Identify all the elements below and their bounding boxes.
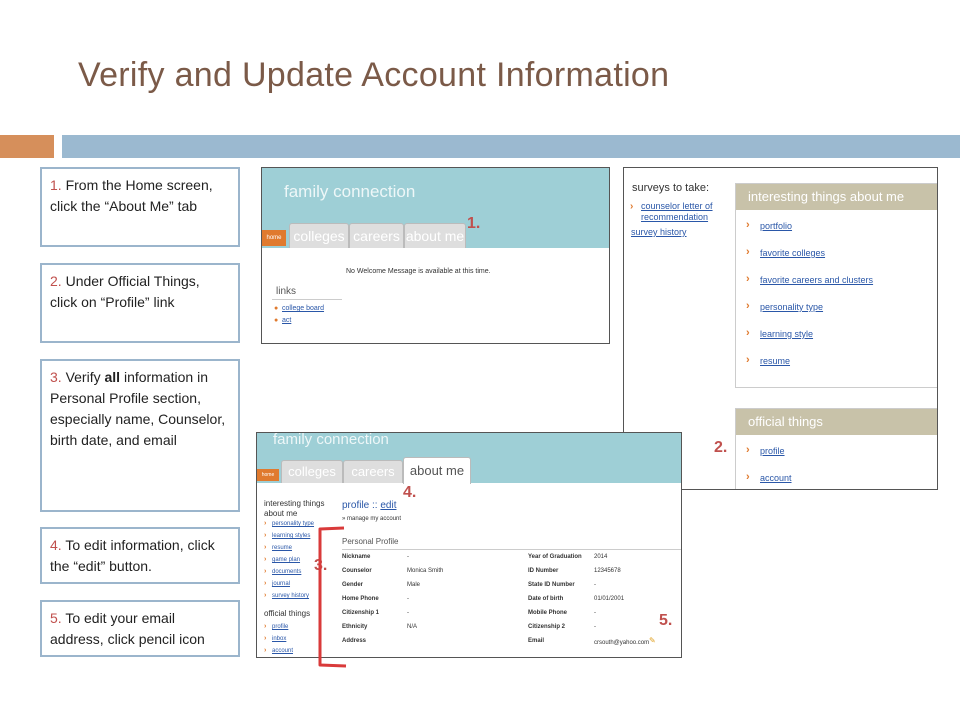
tab-about-me[interactable]: about me <box>404 223 466 248</box>
field-label: ID Number <box>528 568 559 574</box>
chevron-right-icon: › <box>746 273 750 285</box>
slide-title: Verify and Update Account Information <box>78 56 670 94</box>
welcome-message: No Welcome Message is available at this time. <box>346 268 491 275</box>
step-5-box <box>40 600 240 657</box>
step-number: 1. <box>50 177 62 193</box>
profile-title <box>342 500 396 511</box>
field-value: 12345678 <box>594 568 621 574</box>
chevron-right-icon: › <box>264 592 267 599</box>
chevron-right-icon: › <box>264 623 267 630</box>
field-label: Citizenship 2 <box>528 624 566 630</box>
chevron-right-icon: › <box>746 327 750 339</box>
menu-item-personality-type[interactable]: personality type <box>760 302 824 312</box>
step-number: 3. <box>50 369 62 385</box>
chevron-right-icon: › <box>264 520 267 527</box>
tab-about-me[interactable]: about me <box>403 457 471 484</box>
chevron-right-icon: › <box>746 300 750 312</box>
screenshot-home <box>261 167 610 344</box>
profile-label: profile :: <box>342 500 378 511</box>
step-4-box <box>40 527 240 584</box>
links-heading: links <box>276 286 297 297</box>
chevron-right-icon: › <box>746 444 750 456</box>
step-number: 4. <box>50 537 62 553</box>
menu-item-account[interactable]: account <box>760 473 792 483</box>
field-value: N/A <box>407 624 418 630</box>
step-text: Under Official Things, click on “Profile” link <box>50 273 200 310</box>
field-value: 2014 <box>594 554 608 560</box>
sidebar-link-account[interactable]: account <box>272 648 294 654</box>
field-value: Male <box>407 582 421 588</box>
chevron-right-icon: › <box>264 568 267 575</box>
sidebar-heading-interesting: interesting things about me <box>264 499 325 518</box>
field-label: Year of Graduation <box>528 554 582 560</box>
sidebar-link[interactable]: resume <box>272 545 293 551</box>
field-label: Date of birth <box>528 596 564 602</box>
sidebar-heading-official: official things <box>264 609 311 618</box>
survey-history-link[interactable]: survey history <box>631 227 687 237</box>
chevron-right-icon: › <box>264 544 267 551</box>
accent-bar-blue <box>62 135 960 158</box>
menu-item-favorite-colleges[interactable]: favorite colleges <box>760 248 826 258</box>
callout-3: 3. <box>314 557 328 574</box>
personal-profile-heading: Personal Profile <box>342 537 399 546</box>
field-label: Citizenship 1 <box>342 610 380 616</box>
chevron-right-icon: › <box>264 532 267 539</box>
bullet-icon: ● <box>274 305 279 312</box>
panel-official-things <box>735 408 938 490</box>
callout-5: 5. <box>659 612 673 629</box>
link-act[interactable]: act <box>282 317 292 324</box>
link-college-board[interactable]: college board <box>282 305 325 312</box>
callout-2: 2. <box>714 439 728 456</box>
survey-link[interactable]: counselor letter of recommendation <box>641 201 713 222</box>
callout-1: 1. <box>467 215 481 232</box>
field-value: - <box>407 610 409 616</box>
step-text: To edit information, click the “edit” button. <box>50 537 215 574</box>
step-3-box <box>40 359 240 512</box>
manage-account-link[interactable]: » manage my account <box>342 516 402 522</box>
field-value: Monica Smith <box>407 568 444 574</box>
brand-title: family connection <box>284 182 416 201</box>
divider <box>342 549 682 550</box>
divider <box>272 299 342 300</box>
field-label: Home Phone <box>342 596 379 602</box>
chevron-right-icon: › <box>746 246 750 258</box>
chevron-right-icon: › <box>746 471 750 483</box>
step-text: To edit your email address, click pencil icon <box>50 610 205 647</box>
field-label: State ID Number <box>528 582 575 588</box>
sidebar-link[interactable]: journal <box>272 581 291 587</box>
sidebar-link[interactable]: personality type <box>272 521 315 527</box>
pencil-icon[interactable]: ✎ <box>649 636 656 645</box>
field-label: Nickname <box>342 554 371 560</box>
tab-colleges[interactable]: colleges <box>281 460 343 483</box>
brand-title: family connection <box>273 432 389 448</box>
sidebar-link-profile[interactable]: profile <box>272 624 289 630</box>
tab-careers[interactable]: careers <box>343 460 403 483</box>
callout-4: 4. <box>403 484 417 501</box>
home-tab[interactable]: home <box>257 469 279 481</box>
field-label: Email <box>528 638 545 644</box>
bullet-icon: ● <box>274 317 279 324</box>
chevron-right-icon: › <box>264 556 267 563</box>
field-value: 01/01/2001 <box>594 596 625 602</box>
field-value: crsouth@yahoo.com <box>594 640 650 646</box>
field-value: - <box>594 624 596 630</box>
step-number: 2. <box>50 273 62 289</box>
field-label: Counselor <box>342 568 372 574</box>
step-text: information in Personal Profile section, especially name, Counselor, birth date, and email <box>50 369 226 448</box>
surveys-heading: surveys to take: <box>632 182 710 194</box>
panel-interesting-things <box>735 183 938 388</box>
step-number: 5. <box>50 610 62 626</box>
step-text: From the Home screen, click the “About Me” tab <box>50 177 213 214</box>
menu-item-portfolio[interactable]: portfolio <box>760 221 793 231</box>
sidebar-link[interactable]: survey history <box>272 593 310 599</box>
field-value: - <box>407 554 409 560</box>
menu-item-profile[interactable]: profile <box>760 446 785 456</box>
field-label: Ethnicity <box>342 624 368 630</box>
tab-colleges[interactable]: colleges <box>289 223 349 248</box>
sidebar-link[interactable]: game plan <box>272 557 301 563</box>
tab-careers[interactable]: careers <box>349 223 404 248</box>
chevron-right-icon: › <box>264 580 267 587</box>
chevron-right-icon: › <box>264 647 267 654</box>
step-2-box <box>40 263 240 343</box>
menu-item-favorite-careers[interactable]: favorite careers and clusters <box>760 275 874 285</box>
accent-bar-orange <box>0 135 54 158</box>
step-text-emphasis: all <box>104 369 121 385</box>
step-1-box <box>40 167 240 247</box>
menu-item-learning-style[interactable]: learning style <box>760 329 814 339</box>
field-value: - <box>594 582 596 588</box>
sidebar-link-inbox[interactable]: inbox <box>272 636 287 642</box>
field-label: Mobile Phone <box>528 610 567 616</box>
chevron-right-icon: › <box>264 635 267 642</box>
bracket-highlight <box>300 525 350 670</box>
chevron-right-icon: › <box>746 219 750 231</box>
chevron-right-icon: › <box>630 201 634 212</box>
edit-button[interactable]: edit <box>380 500 397 511</box>
field-label: Gender <box>342 582 364 588</box>
panel-title: official things <box>736 409 938 435</box>
sidebar-link[interactable]: learning styles <box>272 533 311 539</box>
field-value: - <box>594 610 596 616</box>
step-text: Verify <box>61 369 105 385</box>
chevron-right-icon: › <box>746 354 750 366</box>
sidebar-link[interactable]: documents <box>272 569 302 575</box>
panel-title: interesting things about me <box>736 184 938 210</box>
field-label: Address <box>342 638 367 644</box>
home-tab[interactable]: home <box>262 230 286 246</box>
field-value: - <box>407 596 409 602</box>
menu-item-resume[interactable]: resume <box>760 356 791 366</box>
